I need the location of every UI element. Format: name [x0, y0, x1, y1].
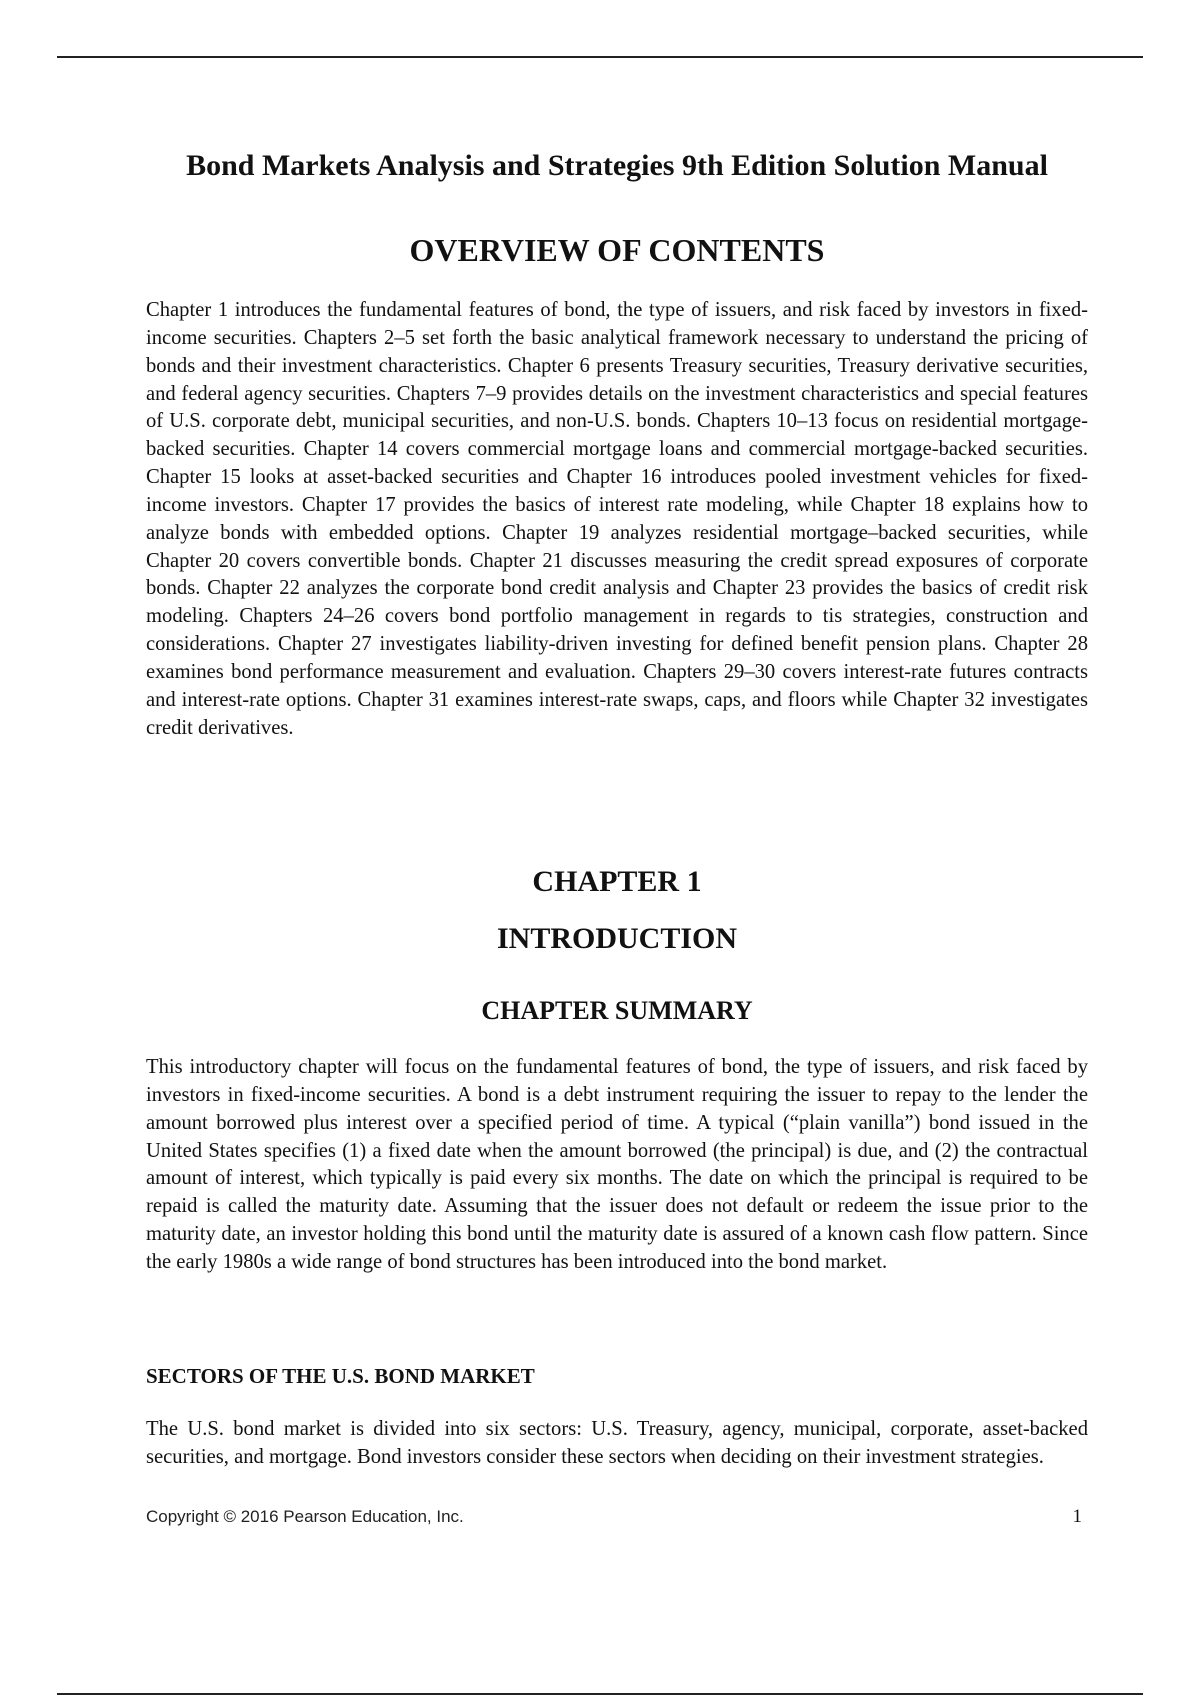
chapter-summary-paragraph: This introductory chapter will focus on the fundamental features of bond, the type of issuers, and risk faced by investors in fixed-income securities. A bond is a debt instrument requiring the issuer to repay to the lender the amount borrowed plus interest over a specified period of time. A typical (“plain vanilla”) bond issued in the United States specifies (1) a fixed date when the amount borrowed (the principal) is due, and (2) the contractual amount of interest, which typically is paid every six months. The date on which the principal is required to be repaid is called the maturity date. Assuming that the issuer does not default or redeem the issue prior to the maturity date, an investor holding this bond until the maturity date is assured of a known cash flow pattern. Since the early 1980s a wide range of bond structures has been introduced into the bond market. — [146, 1056, 1088, 1273]
document-title: Bond Markets Analysis and Strategies 9th Edition Solution Manual — [186, 149, 1048, 182]
overview-heading: OVERVIEW OF CONTENTS — [409, 232, 825, 268]
chapter-summary-heading: CHAPTER SUMMARY — [481, 996, 753, 1025]
page-number: 1 — [1072, 1506, 1082, 1527]
top-rule — [57, 56, 1143, 58]
sectors-paragraph: The U.S. bond market is divided into six sectors: U.S. Treasury, agency, municipal, corporate, asset-backed securities, and mortgage. Bond investors consider these sectors when deciding on their investment strategies. — [146, 1418, 1088, 1468]
sectors-heading: SECTORS OF THE U.S. BOND MARKET — [146, 1364, 535, 1388]
chapter-number: CHAPTER 1 — [532, 865, 702, 898]
overview-paragraph: Chapter 1 introduces the fundamental features of bond, the type of issuers, and risk faced by investors in fixed-income securities. Chapters 2–5 set forth the basic analytical framework necessary to understand the pricing of bonds and their investment characteristics. Chapter 6 presents Treasury securities, Treasury derivative securities, and federal agency securities. Chapters 7–9 provides details on the investment characteristics and special features of U.S. corporate debt, municipal securities, and non-U.S. bonds. Chapters 10–13 focus on residential mortgage-backed securities. Chapter 14 covers commercial mortgage loans and commercial mortgage-backed securities. Chapter 15 looks at asset-backed securities and Chapter 16 introduces pooled investment vehicles for fixed-income investors. Chapter 17 provides the basics of interest rate modeling, while Chapter 18 explains how to analyze bonds with embedded options. Chapter 19 analyzes residential mortgage–backed securities, while Chapter 20 covers convertible bonds. Chapter 21 discusses measuring the credit spread exposures of corporate bonds. Chapter 22 analyzes the corporate bond credit analysis and Chapter 23 provides the basics of credit risk modeling. Chapters 24–26 covers bond portfolio management in regards to tis strategies, construction and considerations. Chapter 27 investigates liability-driven investing for defined benefit pension plans. Chapter 28 examines bond performance measurement and evaluation. Chapters 29–30 covers interest-rate futures contracts and interest-rate options. Chapter 31 examines interest-rate swaps, caps, and floors while Chapter 32 investigates credit derivatives. — [146, 299, 1088, 739]
chapter-title: INTRODUCTION — [496, 922, 738, 955]
copyright-footer: Copyright © 2016 Pearson Education, Inc. — [146, 1507, 464, 1526]
bottom-rule — [57, 1693, 1143, 1695]
